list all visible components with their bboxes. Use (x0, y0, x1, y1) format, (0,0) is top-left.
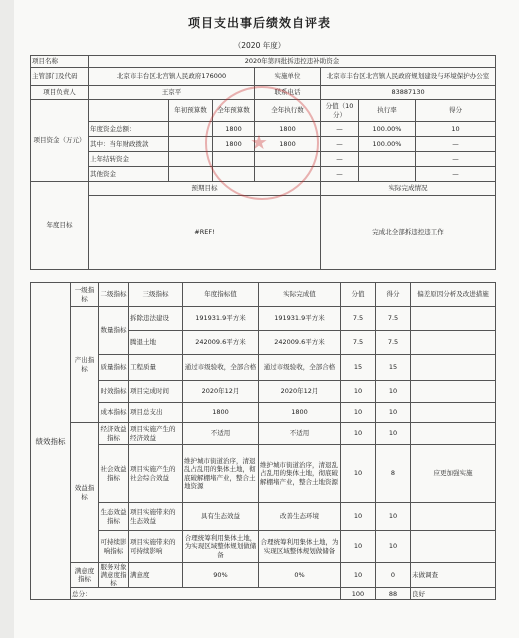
table-row: 可持续影响指标 项目实施带来的可持续影响 合理统筹利用集体土地，为实现区域整体规划做储备 合理统筹利用集体土地，为实现区域整体规划做储备 10 10 (31, 531, 496, 563)
seal-star-icon: ★ (250, 130, 268, 154)
document-title: 项目支出事后绩效自评表 (187, 16, 331, 30)
total-label: 总分： (71, 588, 341, 600)
project-name-value: 2020年第四批拆违控违补助资金 (89, 56, 496, 68)
dept-label: 主管部门及代码 (31, 68, 89, 86)
effect-label: 效益指标 (71, 423, 99, 563)
funds-row: 上年结转资金 — — (31, 152, 496, 167)
perf-header: 得分 (376, 283, 411, 307)
basic-info-table (30, 55, 496, 270)
output-label: 产出指标 (71, 307, 99, 423)
unit-value: 北京市丰台区北宫镇人民政府规划建设与环境保护办公室 (321, 68, 496, 86)
perf-header: 实际完成值 (259, 283, 341, 307)
phone-label: 联系电话 (255, 86, 321, 100)
goal-plan-value: #REF! (89, 196, 321, 270)
table-row: 产出指标 数量指标 拆除违法建设 191931.9平方米 191931.9平方米 7.5 7.5 (31, 307, 496, 331)
funds-header: 年初预算数 (169, 100, 213, 122)
perf-header: 分值 (341, 283, 376, 307)
funds-row: 其他资金 — — (31, 167, 496, 182)
project-name-label: 项目名称 (31, 56, 89, 68)
unit-label: 实施单位 (255, 68, 321, 86)
funds-row: 其中：当年财政拨款 1800 1800 — 100.00% — (31, 137, 496, 152)
table-row: 满意度指标 服务对象满意度指标 满意度 90% 0% 10 0 未做调查 (31, 563, 496, 588)
leader-value: 王京平 (89, 86, 255, 100)
perf-header: 偏差原因分析及改进措施 (411, 283, 496, 307)
table-row: 生态效益指标 项目实施带来的生态效益 具有生态效益 改善生态环境 10 10 (31, 503, 496, 531)
funds-header: 分值（10分） (321, 100, 359, 122)
dept-value: 北京市丰台区北宫镇人民政府176000 (89, 68, 255, 86)
perf-header: 一级指标 (71, 283, 99, 307)
total-row (31, 588, 496, 600)
perf-header: 年度指标值 (183, 283, 259, 307)
perf-header: 二级指标 (99, 283, 129, 307)
goal-label: 年度目标 (31, 182, 89, 270)
funds-row: 年度资金总额： 1800 1800 — 100.00% 10 (31, 122, 496, 137)
perf-header: 三级指标 (129, 283, 183, 307)
goal-actual-value: 完成北全部拆违控违工作 (321, 196, 496, 270)
perf-label: 绩效指标 (31, 283, 71, 600)
document-year: （2020 年度） (233, 41, 286, 50)
total-note: 良好 (411, 588, 496, 600)
goal-actual-header: 实际完成情况 (321, 182, 496, 196)
table-row: 时效指标 项目完成时间 2020年12月 2020年12月 10 10 (31, 381, 496, 403)
table-row: 效益指标 经济效益指标 项目实施产生的经济效益 不适用 不适用 10 10 (31, 423, 496, 445)
total-score: 100 (341, 588, 376, 600)
leader-label: 项目负责人 (31, 86, 89, 100)
funds-header: 得分 (416, 100, 496, 122)
performance-table (30, 282, 496, 600)
table-row: 社会效益指标 项目实施产生的社会综合效益 维护城市街道治序，清退乱占乱用的集体土地，彻底破解棚堵产业，整合土地资源 维护城市街道治序，清退乱占乱用的集体土地，彻底破解棚堵产业，整合土地资源 10 8 应更加强实施 (31, 445, 496, 503)
goal-plan-header: 预期目标 (89, 182, 321, 196)
funds-label: 项目资金（万元） (31, 100, 89, 182)
phone-value: 83887130 (321, 86, 496, 100)
quantity-label: 数量指标 (99, 307, 129, 355)
funds-header: 执行率 (359, 100, 416, 122)
table-row: 成本指标 项目总支出 1800 1800 10 10 (31, 403, 496, 423)
funds-header: 全年执行数 (255, 100, 321, 122)
table-row: 质量指标 工程质量 通过市级验收，全部合格 通过市级验收，全部合格 15 15 (31, 355, 496, 381)
funds-header: 全年预算数 (213, 100, 255, 122)
total-got: 88 (376, 588, 411, 600)
table-row: 腾退土地 242009.6平方米 242009.6平方米 7.5 7.5 (31, 331, 496, 355)
